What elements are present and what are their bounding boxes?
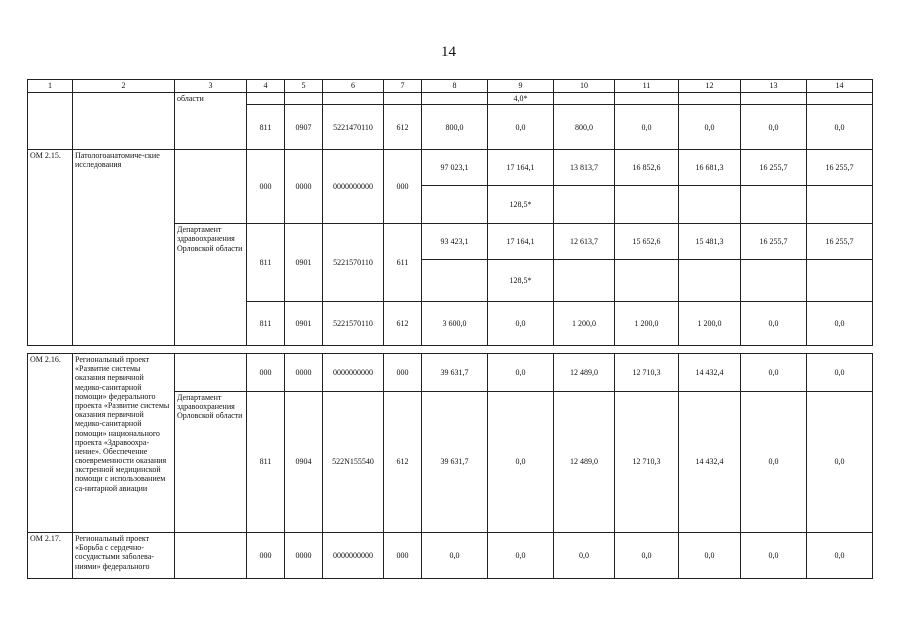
value-cell: 811 [247, 302, 285, 346]
value-cell: 0907 [285, 105, 323, 150]
value-cell: 612 [384, 302, 422, 346]
value-cell: 39 631,7 [422, 392, 488, 533]
value-cell: 000 [384, 354, 422, 392]
value-cell: 0,0 [807, 105, 873, 150]
value-cell: 000 [247, 533, 285, 579]
value-cell: 611 [384, 224, 422, 302]
value-cell: 0000 [285, 533, 323, 579]
value-cell: 000 [247, 150, 285, 224]
value-cell: 16 255,7 [807, 150, 873, 186]
value-cell: 0,0 [807, 533, 873, 579]
col-header: 14 [807, 80, 873, 93]
value-cell: 16 255,7 [807, 224, 873, 260]
value-cell: 16 255,7 [741, 224, 807, 260]
value-cell: 0,0 [488, 392, 554, 533]
col-header: 11 [615, 80, 679, 93]
budget-table [27, 79, 873, 346]
value-cell: 1 200,0 [679, 302, 741, 346]
value-cell: 14 432,4 [679, 354, 741, 392]
value-cell: 0,0 [615, 533, 679, 579]
value-cell: 16 852,6 [615, 150, 679, 186]
col-header: 13 [741, 80, 807, 93]
measure-name: Патологоанатомиче-ские исследования [73, 150, 175, 346]
value-cell: 0000 [285, 354, 323, 392]
value-cell: 0000 [285, 150, 323, 224]
value-cell: 12 613,7 [554, 224, 615, 260]
value-cell: 3 600,0 [422, 302, 488, 346]
value-cell: 0,0 [679, 105, 741, 150]
value-cell: 0,0 [807, 392, 873, 533]
col-header: 6 [323, 80, 384, 93]
value-cell: 4,0* [488, 93, 554, 105]
value-cell: 0,0 [741, 354, 807, 392]
value-cell: 16 681,3 [679, 150, 741, 186]
value-cell: 0,0 [488, 302, 554, 346]
value-cell: 0,0 [807, 302, 873, 346]
page-number: 14 [441, 44, 456, 60]
table-row [28, 533, 873, 579]
value-cell: 0,0 [488, 533, 554, 579]
value-cell: 0000000000 [323, 150, 384, 224]
value-cell: 12 710,3 [615, 354, 679, 392]
value-cell: 0,0 [488, 105, 554, 150]
value-cell: 128,5* [488, 260, 554, 302]
value-cell: 0000000000 [323, 533, 384, 579]
value-cell: 000 [247, 354, 285, 392]
value-cell: 811 [247, 224, 285, 302]
value-cell: 0901 [285, 302, 323, 346]
value-cell: 17 164,1 [488, 150, 554, 186]
measure-code: ОМ 2.17. [28, 533, 73, 579]
value-cell: 0,0 [422, 533, 488, 579]
value-cell: 39 631,7 [422, 354, 488, 392]
value-cell: 0,0 [807, 354, 873, 392]
value-cell: 0,0 [741, 105, 807, 150]
subject-cell: области [175, 93, 247, 150]
value-cell: 0901 [285, 224, 323, 302]
col-header: 10 [554, 80, 615, 93]
value-cell: 15 652,6 [615, 224, 679, 260]
value-cell: 0,0 [615, 105, 679, 150]
col-header: 12 [679, 80, 741, 93]
col-header: 2 [73, 80, 175, 93]
col-header: 5 [285, 80, 323, 93]
value-cell: 0,0 [741, 533, 807, 579]
table-row [28, 354, 873, 392]
value-cell: 811 [247, 392, 285, 533]
value-cell: 15 481,3 [679, 224, 741, 260]
value-cell: 5221570110 [323, 302, 384, 346]
value-cell: 5221470110 [323, 105, 384, 150]
value-cell: 16 255,7 [741, 150, 807, 186]
value-cell: 0,0 [679, 533, 741, 579]
value-cell: 612 [384, 105, 422, 150]
col-header: 3 [175, 80, 247, 93]
value-cell: 811 [247, 105, 285, 150]
table-row [28, 93, 873, 105]
value-cell: 13 813,7 [554, 150, 615, 186]
value-cell: 12 489,0 [554, 392, 615, 533]
value-cell: 0000000000 [323, 354, 384, 392]
value-cell: 000 [384, 533, 422, 579]
value-cell: 800,0 [554, 105, 615, 150]
value-cell: 000 [384, 150, 422, 224]
col-header: 1 [28, 80, 73, 93]
value-cell: 0,0 [741, 302, 807, 346]
col-header: 7 [384, 80, 422, 93]
value-cell: 12 710,3 [615, 392, 679, 533]
department-cell: Департамент здравоохранения Орловской области [175, 224, 247, 346]
value-cell: 1 200,0 [554, 302, 615, 346]
table-header-row [28, 80, 873, 93]
value-cell: 14 432,4 [679, 392, 741, 533]
value-cell: 0904 [285, 392, 323, 533]
value-cell: 97 023,1 [422, 150, 488, 186]
value-cell: 5221570110 [323, 224, 384, 302]
measure-code: ОМ 2.16. [28, 354, 73, 533]
col-header: 4 [247, 80, 285, 93]
measure-name: Региональный проект «Развитие системы оказания первичной медико-санитарной помощи» федерального проекта «Развитие системы оказания первичной медико-санитарной помощи» национального проекта «Здравоохра-нение». Обеспечение своевременности оказания экстренной медицинской помощи с использованием са-нитарной авиации [73, 354, 175, 533]
value-cell: 0,0 [554, 533, 615, 579]
value-cell: 12 489,0 [554, 354, 615, 392]
col-header: 9 [488, 80, 554, 93]
value-cell: 522N155540 [323, 392, 384, 533]
value-cell: 0,0 [741, 392, 807, 533]
table-row [28, 150, 873, 186]
value-cell: 17 164,1 [488, 224, 554, 260]
measure-code: ОМ 2.15. [28, 150, 73, 346]
budget-table-continued [27, 353, 873, 579]
value-cell: 128,5* [488, 186, 554, 224]
department-cell: Департамент здравоохранения Орловской области [175, 392, 247, 533]
value-cell: 612 [384, 392, 422, 533]
col-header: 8 [422, 80, 488, 93]
value-cell: 800,0 [422, 105, 488, 150]
value-cell: 0,0 [488, 354, 554, 392]
measure-name: Региональный проект «Борьба с сердечно-сосудистыми заболева-ниями» федерального [73, 533, 175, 579]
value-cell: 1 200,0 [615, 302, 679, 346]
value-cell: 93 423,1 [422, 224, 488, 260]
